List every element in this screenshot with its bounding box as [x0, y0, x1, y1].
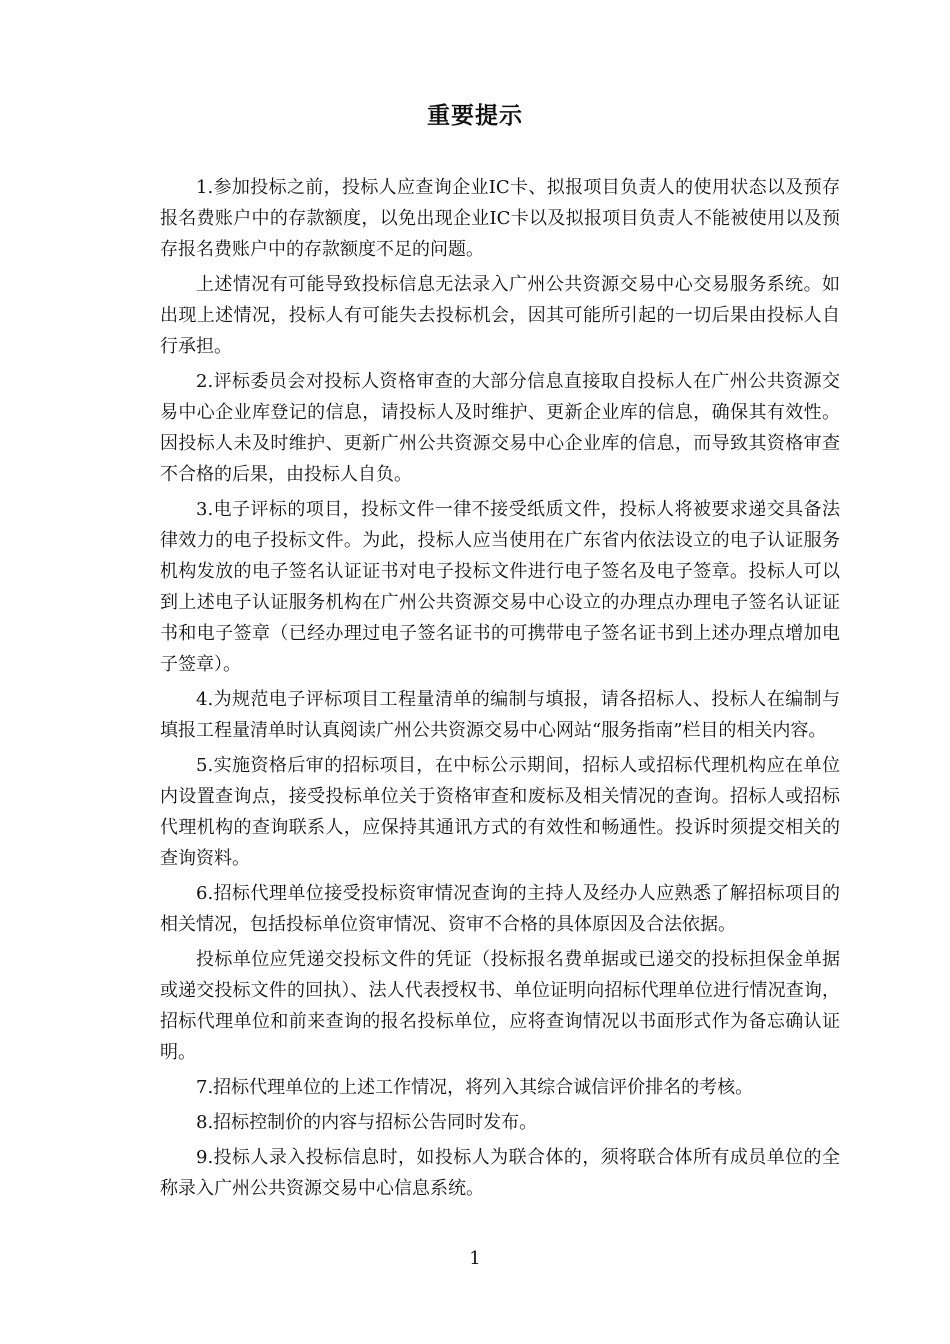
notice-paragraph-3: 2.评标委员会对投标人资格审查的大部分信息直接取自投标人在广州公共资源交易中心企业库登记的信息，请投标人及时维护、更新企业库的信息，确保其有效性。因投标人未及时维护、更新广州公共资源交易中心企业库的信息，而导致其资格审查不合格的后果，由投标人自负。 [160, 371, 840, 485]
notice-paragraph-8: 投标单位应凭递交投标文件的凭证（投标报名费单据或已递交的投标担保金单据或递交投标文件的回执）、法人代表授权书、单位证明向招标代理单位进行情况查询，招标代理单位和前来查询的报名投标单位，应将查询情况以书面形式作为备忘确认证明。 [160, 949, 840, 1063]
notice-paragraph-11: 9.投标人录入投标信息时，如投标人为联合体的，须将联合体所有成员单位的全称录入广州公共资源交易中心信息系统。 [160, 1147, 840, 1199]
page-title: 重要提示 [427, 102, 523, 129]
notice-paragraph-6: 5.实施资格后审的招标项目，在中标公示期间，招标人或招标代理机构应在单位内设置查询点，接受投标单位关于资格审查和废标及相关情况的查询。招标人或招标代理机构的查询联系人，应保持其通讯方式的有效性和畅通性。投诉时须提交相关的查询资料。 [160, 755, 840, 869]
notice-body [160, 172, 840, 1208]
notice-paragraph-10: 8.招标控制价的内容与招标公告同时发布。 [196, 1112, 538, 1133]
notice-paragraph-4: 3.电子评标的项目，投标文件一律不接受纸质文件，投标人将被要求递交具备法律效力的电子投标文件。为此，投标人应当使用在广东省内依法设立的电子认证服务机构发放的电子签名认证证书对电子投标文件进行电子签名及电子签章。投标人可以到上述电子认证服务机构在广州公共资源交易中心设立的办理点办理电子签名认证证书和电子签章（已经办理过电子签名证书的可携带电子签名证书到上述办理点增加电子签章）。 [160, 499, 840, 675]
page-number: 1 [469, 1248, 481, 1269]
notice-paragraph-1: 1.参加投标之前，投标人应查询企业IC卡、拟报项目负责人的使用状态以及预存报名费账户中的存款额度，以免出现企业IC卡以及拟报项目负责人不能被使用以及预存报名费账户中的存款额度不足的问题。 [160, 177, 840, 260]
notice-paragraph-9: 7.招标代理单位的上述工作情况，将列入其综合诚信评价排名的考核。 [196, 1077, 754, 1098]
notice-paragraph-2: 上述情况有可能导致投标信息无法录入广州公共资源交易中心交易服务系统。如出现上述情况，投标人有可能失去投标机会，因其可能所引起的一切后果由投标人自行承担。 [160, 274, 840, 357]
notice-paragraph-5: 4.为规范电子评标项目工程量清单的编制与填报，请各招标人、投标人在编制与填报工程量清单时认真阅读广州公共资源交易中心网站“服务指南”栏目的相关内容。 [160, 689, 840, 741]
notice-paragraph-7: 6.招标代理单位接受投标资审情况查询的主持人及经办人应熟悉了解招标项目的相关情况，包括投标单位资审情况、资审不合格的具体原因及合法依据。 [160, 883, 840, 935]
